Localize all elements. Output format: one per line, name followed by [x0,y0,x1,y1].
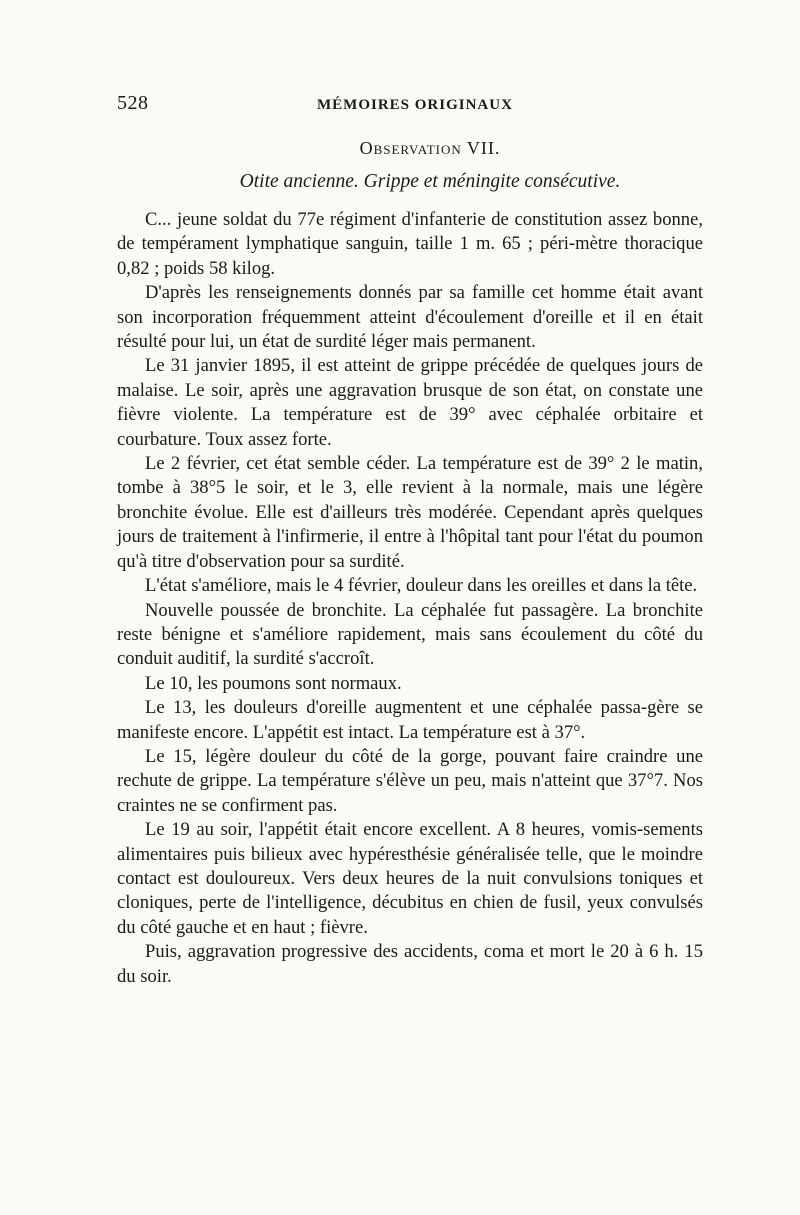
paragraph: Le 2 février, cet état semble céder. La température est de 39° 2 le matin, tombe à 38°5 le soir, et le 3, elle revient à la normale, mais une légère bronchite évolue. Elle est d'ailleurs très modérée. Cependant après quelques jours de traitement à l'infirmerie, il entre à l'hôpital tant pour l'état du poumon qu'à titre d'observation pour sa surdité. [117,453,703,572]
paragraph: Le 31 janvier 1895, il est atteint de grippe précédée de quelques jours de malaise. Le soir, après une aggravation brusque de son état, on constate une fièvre violente. La température est de 39° avec céphalée orbitaire et courbature. Toux assez forte. [117,355,703,450]
paragraph: L'état s'améliore, mais le 4 février, douleur dans les oreilles et dans la tête. [145,575,698,597]
running-head [117,92,703,126]
observation-subtitle: Otite ancienne. Grippe et méningite consécutive. [239,171,621,192]
body-text [117,208,703,989]
observation-heading: Observation VII. [359,138,501,158]
running-title: MÉMOIRES ORIGINAUX [317,97,513,113]
page-number: 528 [117,92,149,114]
paragraph: Le 19 au soir, l'appétit était encore excellent. A 8 heures, vomis-sements alimentaires puis bilieux avec hypéresthésie généralisée telle, que le moindre contact est douloureux. Vers deux heures de la nuit convulsions toniques et cloniques, perte de l'intelligence, décubitus en chien de fusil, yeux convulsés du côté gauche et en haut ; fièvre. [117,819,703,938]
paragraph: D'après les renseignements donnés par sa famille cet homme était avant son incorporation fréquemment atteint d'écoulement d'oreille et il en était résulté pour lui, un état de surdité léger mais permanent. [117,282,703,353]
paragraph: C... jeune soldat du 77e régiment d'infanterie de constitution assez bonne, de tempérament lymphatique sanguin, taille 1 m. 65 ; péri-mètre thoracique 0,82 ; poids 58 kilog. [117,209,703,279]
paragraph: Nouvelle poussée de bronchite. La céphalée fut passagère. La bronchite reste bénigne et s'améliore rapidement, mais sans écoulement du côté du conduit auditif, la surdité s'accroît. [117,599,703,670]
paragraph: Le 13, les douleurs d'oreille augmentent et une céphalée passa-gère se manifeste encore. L'appétit est intact. La température est à 37°. [117,697,703,743]
book-page [117,92,703,989]
paragraph: Le 15, légère douleur du côté de la gorge, pouvant faire craindre une rechute de grippe. La température s'élève un peu, mais n'atteint que 37°7. Nos craintes ne se confirment pas. [117,745,703,816]
paragraph: Le 10, les poumons sont normaux. [145,672,402,694]
paragraph: Puis, aggravation progressive des accidents, coma et mort le 20 à 6 h. 15 du soir. [117,941,703,987]
